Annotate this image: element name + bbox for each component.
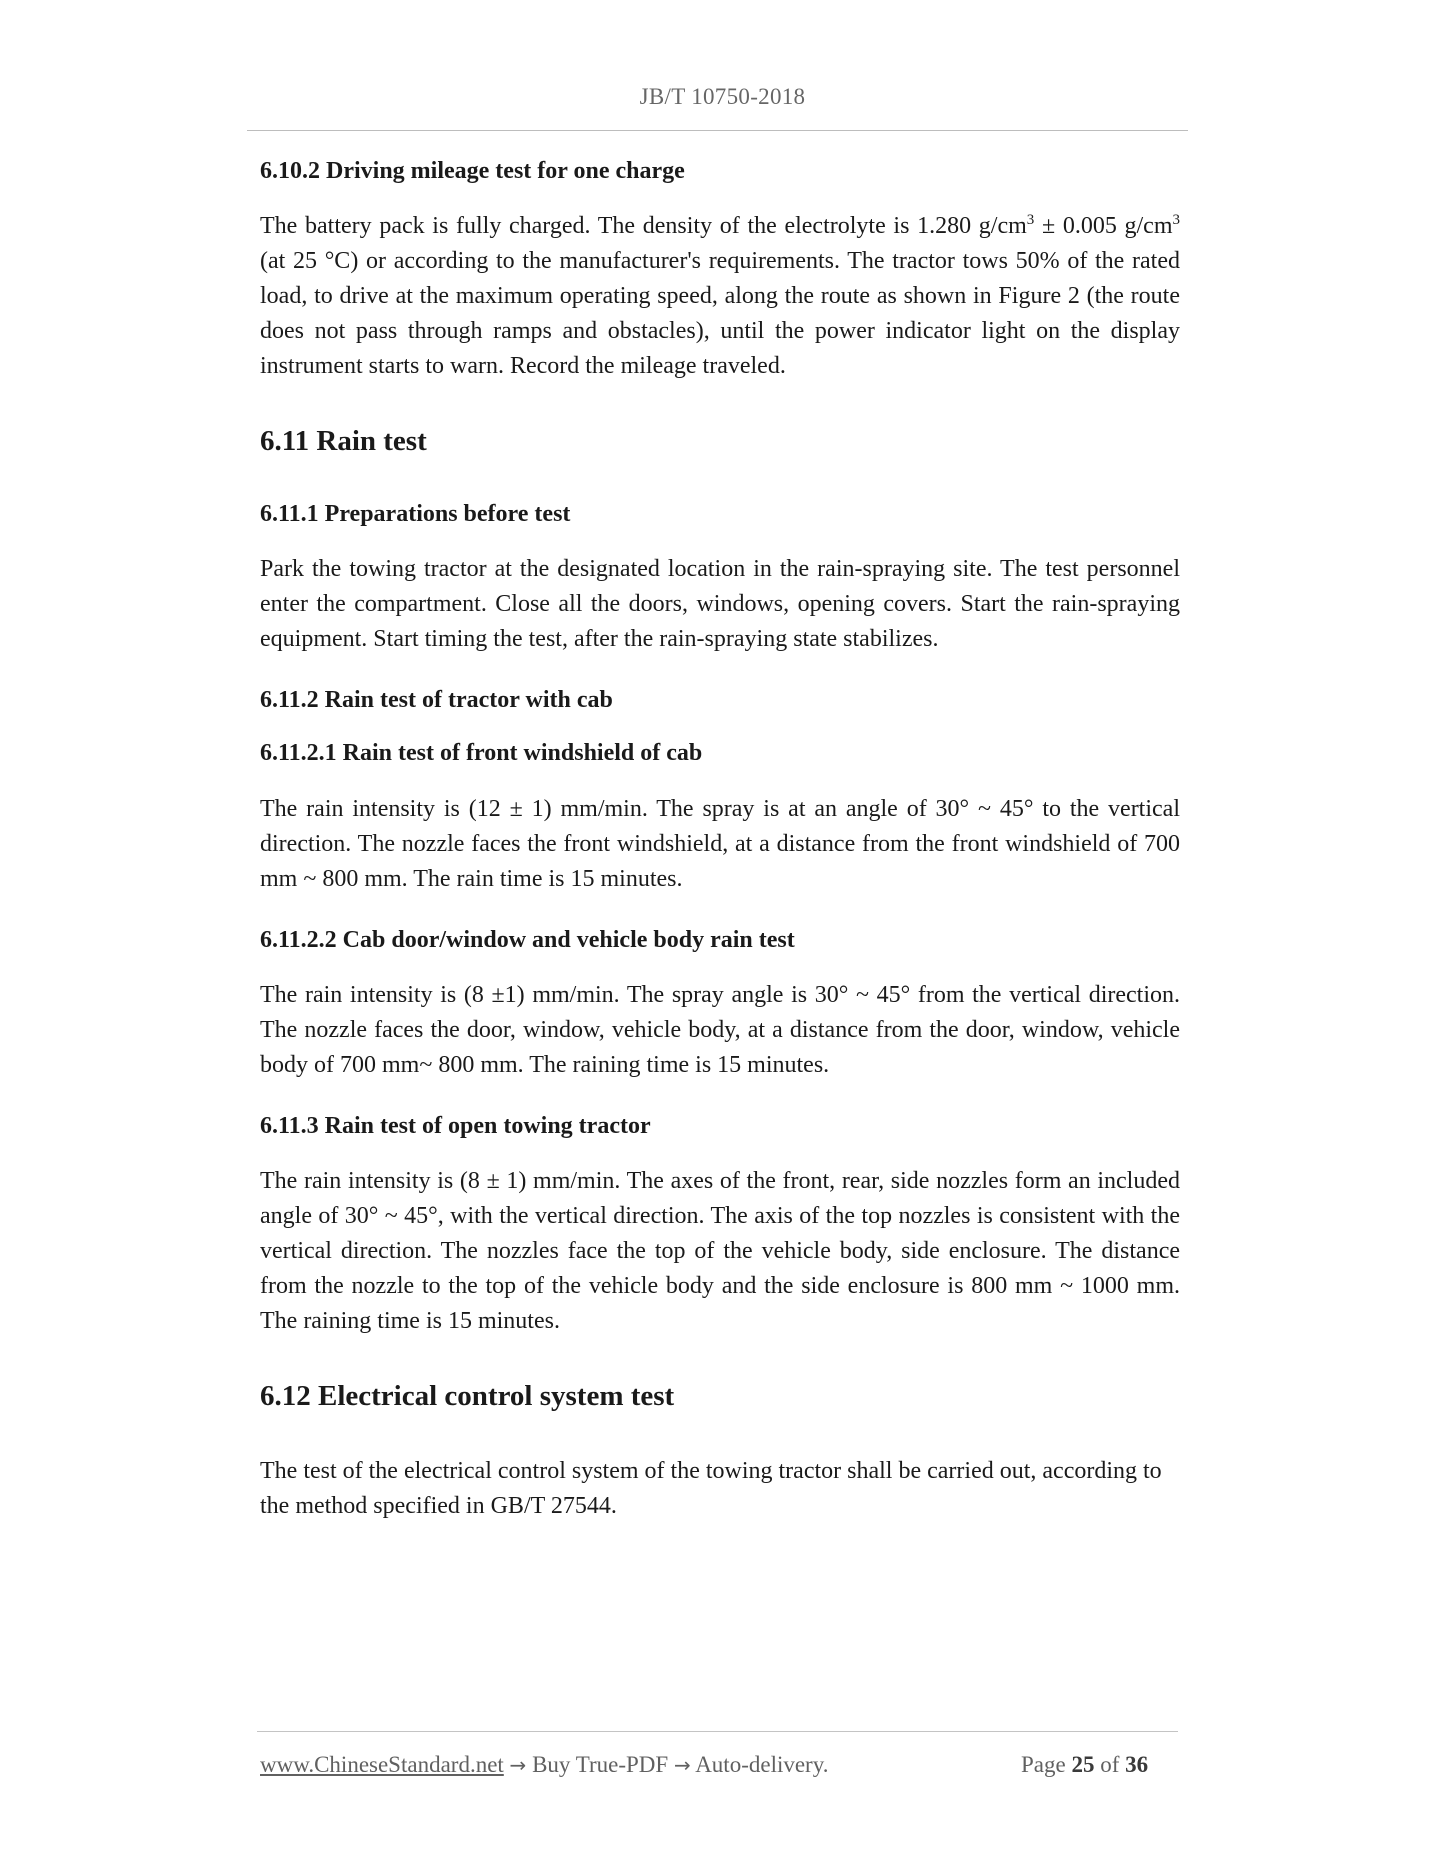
superscript: 3 [1172,212,1180,229]
paragraph-6-11-3: The rain intensity is (8 ± 1) mm/min. The axes of the front, rear, side nozzles form an included angle of 30° ~ 45°, with the vertical direction. The axis of the top nozzles is consistent with the vertical direction. The nozzles face the top of the vehicle body, side enclosure. The distance from the nozzle to the top of the vehicle body and the side enclosure is 800 mm ~ 1000 mm. The raining time is 15 minutes. [260,1167,1180,1334]
text-segment: (at 25 °C) or according to the manufacturer's requirements. The tractor tows 50% of the rated load, to drive at the maximum operating speed, along the route as shown in Figure 2 (the route does not pass through ramps and obstacles), until the power indicator light on the display instrument starts to warn. Record the mileage traveled. [260,248,1180,380]
superscript: 3 [1026,212,1035,229]
footer-divider [257,1731,1178,1732]
paragraph-6-12: The test of the electrical control system of the towing tractor shall be carried out, according to the method specified in GB/T 27544. [260,1457,1162,1519]
paragraph-6-10-2 [260,209,1180,384]
page-header: JB/T 10750-2018 [639,84,806,109]
text-segment: The battery pack is fully charged. The density of the electrolyte is 1.280 g/cm [260,213,1027,240]
heading-6-10-2: 6.10.2 Driving mileage test for one charge [260,158,685,184]
document-body [260,156,1180,1552]
arrow-right-icon: → [509,1753,527,1777]
footer-links [260,1752,828,1778]
page-of-label: of [1100,1752,1120,1777]
site-link[interactable]: www.ChineseStandard.net [260,1752,504,1777]
text-segment: ± 0.005 g/cm [1034,213,1173,240]
paragraph-6-11-2-1: The rain intensity is (12 ± 1) mm/min. The spray is at an angle of 30° ~ 45° to the vertical direction. The nozzle faces the front windshield, at a distance from the front windshield of 700 mm ~ 800 mm. The rain time is 15 minutes. [260,795,1180,892]
heading-6-12: 6.12 Electrical control system test [260,1379,675,1412]
auto-delivery-text: Auto-delivery. [690,1752,829,1777]
heading-6-11-2: 6.11.2 Rain test of tractor with cab [260,687,613,714]
heading-6-11-1: 6.11.1 Preparations before test [260,500,571,527]
page-label: Page [1021,1752,1066,1777]
heading-6-11-2-2: 6.11.2.2 Cab door/window and vehicle body rain test [260,926,795,953]
heading-6-11: 6.11 Rain test [260,425,427,458]
paragraph-6-11-1: Park the towing tractor at the designated location in the rain-spraying site. The test personnel enter the compartment. Close all the doors, windows, opening covers. Start the rain-spraying equipment. Start timing the test, after the rain-spraying state stabilizes. [260,556,1180,653]
header-divider [247,130,1188,131]
page-total: 36 [1125,1752,1149,1777]
page-current: 25 [1071,1752,1095,1777]
buy-pdf-text: Buy True-PDF [526,1752,674,1777]
page-indicator [1021,1752,1148,1778]
paragraph-6-11-2-2: The rain intensity is (8 ±1) mm/min. The spray angle is 30° ~ 45° from the vertical direction. The nozzle faces the door, window, vehicle body, at a distance from the door, window, vehicle body of 700 mm~ 800 mm. The raining time is 15 minutes. [260,981,1180,1078]
heading-6-11-2-1: 6.11.2.1 Rain test of front windshield of cab [260,740,703,767]
heading-6-11-3: 6.11.3 Rain test of open towing tractor [260,1112,651,1139]
arrow-right-icon: → [673,1753,691,1777]
